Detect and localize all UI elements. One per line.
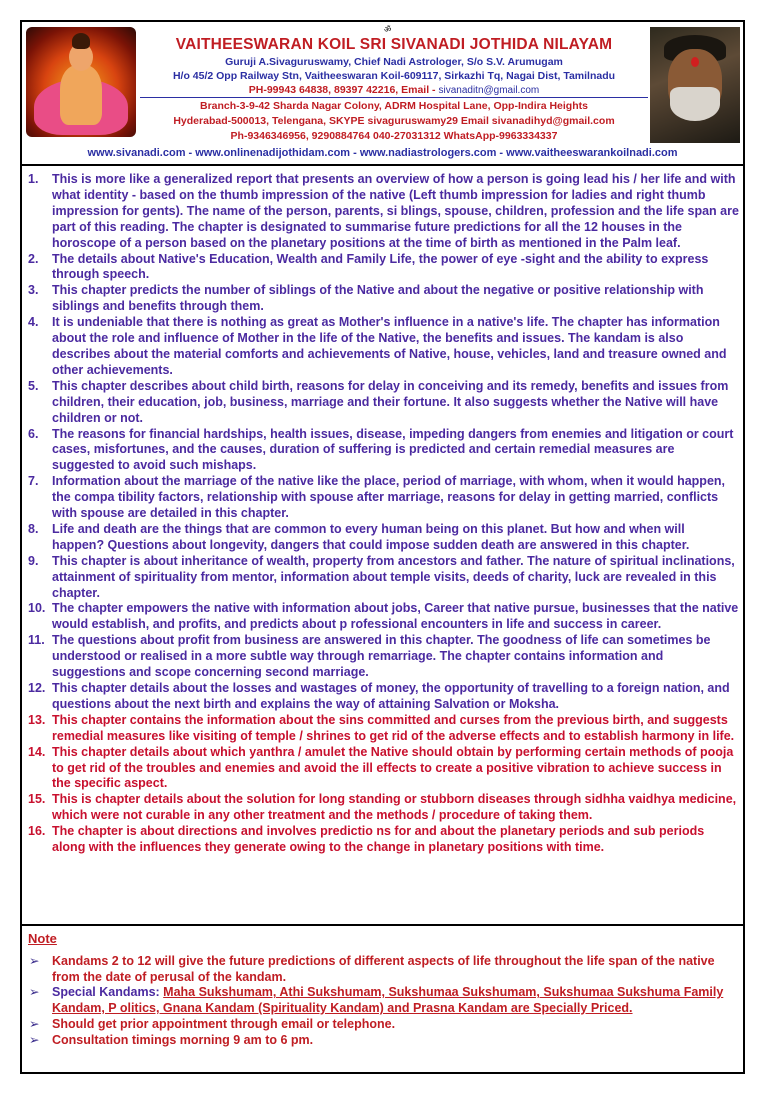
chapter-number: 5. [28, 378, 39, 393]
header-divider [140, 97, 648, 98]
note-list [22, 954, 743, 1048]
guruji-beard [670, 87, 720, 121]
chapter-text: Information about the marriage of the native like the place, period of marriage, with whom, when it would happen, the compa tibility factors, relationship with spouse after marriage, reasons for delay in getting married, conflicts with spouse are detailed in this chapter. [52, 474, 725, 521]
chapter-item [22, 474, 743, 522]
chapter-item [22, 745, 743, 793]
special-kandams-list: Maha Sukshumam, Athi Sukshumam, Sukshumaa Sukshumam, Sukshumaa Sukshuma Family Kandam, P olitics, Gnana Kandam (Spirituality Kandam) and Prasna Kandam are Specially Priced. [52, 985, 724, 1016]
chapter-text: The reasons for financial hardships, health issues, disease, impeding dangers from enemies and litigation or court cases, misfortunes, and the causes, duration of suffering is predicted and certain remedial measures are suggested to avoid such mishaps. [52, 426, 734, 473]
chapter-item [22, 427, 743, 475]
chapter-item [22, 172, 743, 252]
chapter-item [22, 283, 743, 315]
arrow-bullet-icon: ➢ [29, 985, 40, 1000]
email-link[interactable]: sivanaditn@gmail.com [438, 85, 540, 96]
deity-hair [72, 33, 90, 49]
chapter-text: This chapter is about inheritance of wealth, property from ancestors and father. The nature of spiritual inclinations, attainment of spirituality from mentor, information about temple visits, deeds of charity, luck are revealed in this chapter. [52, 553, 735, 600]
deity-image [26, 27, 136, 137]
chapter-number: 16. [28, 824, 46, 839]
chapter-text: The chapter empowers the native with information about jobs, Career that native pursue, businesses that the native would establish, and profits, and predicts about p rofessional encounters in life and success in career. [52, 601, 739, 632]
section-divider [22, 924, 743, 926]
chapter-number: 3. [28, 283, 39, 298]
chapter-item [22, 824, 743, 856]
chapter-text: The chapter is about directions and involves predictio ns for and about the planetary periods and sub periods along with the influences they generate owing to the change in planetary positions with time. [52, 824, 705, 855]
chapter-text: It is undeniable that there is nothing as great as Mother's influence in a native's life. The chapter has information about the role and influence of Mother in the life of the Native, the benefits and issues. The kandam is also describes about the material comforts and achievements of Native, house, vehicles, land and treasure owned and other achievements. [52, 315, 727, 377]
chapter-text: This chapter details about the losses and wastages of money, the opportunity of travelling to a foreign nation, and questions about the next birth and explains the way of attaining Salvation or Moksha. [52, 681, 730, 711]
chapter-item [22, 252, 743, 284]
arrow-bullet-icon: ➢ [29, 1032, 40, 1047]
arrow-bullet-icon: ➢ [29, 954, 40, 968]
note-text: Kandams 2 to 12 will give the future predictions of different aspects of life throughout the life span of the native from the date of perusal of the kandam. [52, 954, 715, 984]
note-text: Should get prior appointment through email or telephone. [52, 1016, 396, 1031]
deity-body [60, 65, 102, 125]
chapter-list [22, 172, 743, 856]
guruji-line: Guruji A.Sivaguruswamy, Chief Nadi Astrologer, S/o S.V. Arumugam [225, 56, 563, 68]
chapter-item [22, 713, 743, 745]
header-bottom-rule [22, 164, 743, 166]
note-heading: Note [28, 931, 57, 946]
chapter-text: This is chapter details about the solution for long standing or stubborn diseases through sidhha vaidhya medicine, which were not curable in any other treatment and the methods / procedure of taking them. [52, 792, 737, 823]
chapter-item [22, 601, 743, 633]
chapter-text: This is more like a generalized report that presents an overview of how a person is going lead his / her life and with what identity - based on the thumb impression of the native (Left thumb impression for ladies and right thumb impression for gents). The name of the person, parents, si blings, spouse, children, profession and the life span are part of this reading. The chapter is designated to summarise future predictions for all the 12 houses in the horoscope of a person based on the planetary positions at the time of birth as mentioned in the Palm leaf. [52, 172, 739, 250]
arrow-bullet-icon: ➢ [29, 1016, 40, 1031]
om-symbol: ॐ [384, 25, 392, 34]
document-frame [20, 20, 745, 1074]
chapter-number: 7. [28, 474, 39, 489]
note-item-special-kandams [22, 985, 743, 1016]
website-links[interactable]: www.sivanadi.com - www.onlinenadijothidam.com - www.nadiastrologers.com - www.vaitheeswarankoilnadi.com [87, 147, 678, 159]
chapter-text: This chapter details about which yanthra / amulet the Native should obtain by performing certain methods of pooja to get rid of the troubles and enemies and avoid the ill effects to create a positive vibration to achieve success in the specific aspect. [52, 744, 734, 791]
chapter-number: 4. [28, 315, 39, 330]
chapter-number: 2. [28, 251, 39, 266]
address-line: H/o 45/2 Opp Railway Stn, Vaitheeswaran Koil-609117, Sirkazhi Tq, Nagai Dist, Tamilnadu [172, 70, 616, 82]
branch-line: Branch-3-9-42 Sharda Nagar Colony, ADRM Hospital Lane, Opp-Indira Heights [200, 100, 588, 112]
chapter-number: 11. [28, 633, 45, 648]
chapter-number: 10. [28, 601, 46, 616]
phone-text: PH-99943 64838, 89397 42216, Email - [248, 84, 436, 96]
chapter-item [22, 379, 743, 427]
note-item [22, 1033, 743, 1049]
tilak-mark [691, 57, 699, 67]
organization-title: VAITHEESWARAN KOIL SRI SIVANADI JOTHIDA NILAYAM [175, 36, 613, 53]
guruji-photo [650, 27, 740, 143]
chapter-text: This chapter contains the information about the sins committed and curses from the previous birth, and suggests remedial measures like visiting of temple / shrines to get rid of the adverse effects and to establish harmony in life. [52, 712, 735, 743]
chapter-number: 1. [28, 172, 39, 186]
chapter-item [22, 633, 743, 681]
note-item [22, 1017, 743, 1033]
chapter-item [22, 792, 743, 824]
chapter-number: 9. [28, 553, 39, 568]
chapter-text: The questions about profit from business are answered in this chapter. The goodness of life can sometimes be understood or realised in a more subtle way through remarriage. The chapter contains information and suggestions and scope concerning second marriage. [52, 633, 711, 680]
chapter-item [22, 522, 743, 554]
chapter-number: 13. [28, 712, 46, 727]
chapter-number: 14. [28, 744, 46, 759]
branch-phone-line: Ph-9346346956, 9290884764 040-27031312 WhatsApp-9963334337 [230, 130, 558, 142]
note-item [22, 954, 743, 985]
phone-email-line [140, 84, 648, 96]
note-text: Consultation timings morning 9 am to 6 pm. [52, 1032, 314, 1047]
chapter-number: 15. [28, 792, 46, 807]
chapter-text: This chapter describes about child birth, reasons for delay in conceiving and its remedy, benefits and issues from children, their education, job, business, marriage and their fortune. It also suggests whether the Native will have children or not. [52, 378, 729, 425]
special-kandams-label: Special Kandams: [52, 985, 160, 1000]
letterhead [22, 22, 743, 166]
chapter-item [22, 681, 743, 713]
chapter-text: This chapter predicts the number of siblings of the Native and about the negative or positive relationship with siblings and benefits through them. [52, 283, 704, 314]
chapter-text: Life and death are the things that are common to every human being on this planet. But how and when will happen? Questions about longevity, dangers that could impose sudden death are answered in this chapter. [52, 521, 690, 552]
chapter-number: 8. [28, 521, 39, 536]
chapter-item [22, 315, 743, 379]
chapter-text: The details about Native's Education, Wealth and Family Life, the power of eye -sight and the ability to express through speech. [52, 251, 709, 282]
chapter-number: 6. [28, 426, 39, 441]
chapter-item [22, 554, 743, 602]
chapter-number: 12. [28, 681, 46, 695]
hyderabad-line: Hyderabad-500013, Telengana, SKYPE sivaguruswamy29 Email sivanadihyd@gmail.com [173, 115, 615, 127]
